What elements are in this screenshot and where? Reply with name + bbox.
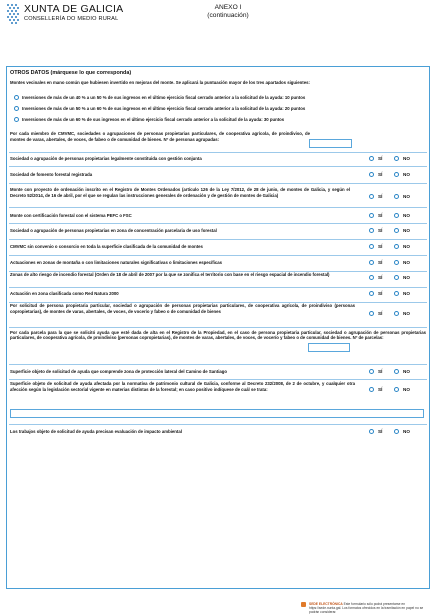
org-name: XUNTA DE GALICIA <box>24 3 124 15</box>
row-divider <box>9 327 427 328</box>
electronic-office-icon <box>301 602 306 607</box>
row-private-owner-no-label: NO <box>403 311 410 316</box>
row-certification-text: Monte con certificación forestal con el sistema PEFC o FSC <box>10 212 132 218</box>
row-cmvmc-yes-radio[interactable] <box>369 244 374 249</box>
santiago-no-label: NO <box>403 369 410 374</box>
environmental-yes-radio[interactable] <box>369 429 374 434</box>
heritage-yes-radio[interactable] <box>369 387 374 392</box>
environmental-yes-label: SÍ <box>378 429 383 434</box>
row-management-plan-yes-label: SÍ <box>378 194 383 199</box>
row-land-consolidation-no-radio[interactable] <box>394 228 399 233</box>
row-forest-society-no-label: NO <box>403 172 410 177</box>
row-land-consolidation-yes-radio[interactable] <box>369 228 374 233</box>
heritage-text: Superficie objeto de solicitud de ayuda afectada por la normativa de patrimonio cultural de Galicia, conforme al Decreto 232/2008, de 2 de octubre, y cualquier otra afección según la legislación sectorial vigente en materias distintas de la forestal; en caso positivo indíquese de cuál se trata: <box>10 381 355 392</box>
row-divider <box>9 424 427 425</box>
row-mountain-zones-no-label: NO <box>403 260 410 265</box>
row-legal-society-text: Sociedad o agrupación de personas propietarias legalmente constituida con gestión conjunta <box>10 155 202 161</box>
annex-title: ANEXO I <box>214 4 242 11</box>
row-fire-risk-text: Zonas de alto riesgo de incendio forestal (Orden de 18 de abril de 2007 por la que se zonifica el territorio con base en el riesgo espacial de incendio forestal) <box>10 272 330 277</box>
footer-notice <box>309 602 433 614</box>
row-cmvmc-yes-label: SÍ <box>378 244 383 249</box>
row-mountain-zones-yes-label: SÍ <box>378 260 383 265</box>
santiago-no-radio[interactable] <box>394 369 399 374</box>
footer-label: SEDE ELECTRÓNICA <box>309 602 343 606</box>
row-certification-no-label: NO <box>403 213 410 218</box>
investment-option-label-3: Inversiones de más de un 60 % de sus ingresos en el último ejercicio fiscal cerrado anterior a la solicitud de la ayuda: 30 puntos <box>22 116 285 122</box>
vecinales-intro: Montes vecinales en mano común que hubiesen invertido en mejoras del monte. Se aplicará la puntuación mayor de los tres apartados siguientes: <box>10 80 310 85</box>
row-fire-risk-yes-label: SÍ <box>378 275 383 280</box>
row-private-owner-text: Por solicitud de persona propietaria particular, sociedad o agrupación de personas propietarias particulares, de cooperativa agrícola, de proindiviso (personas copropietarias), de montes de varas, abertales, de voces, de vocerío y fabeo o de comunidad de bienes <box>10 303 355 314</box>
row-forest-society-yes-radio[interactable] <box>369 172 374 177</box>
row-legal-society-no-label: NO <box>403 156 410 161</box>
environmental-no-radio[interactable] <box>394 429 399 434</box>
row-certification-yes-label: SÍ <box>378 213 383 218</box>
row-fire-risk-no-label: NO <box>403 275 410 280</box>
row-forest-society-text: Sociedad de fomento forestal registrada <box>10 171 93 177</box>
row-cmvmc-text: CMVMC sin convenio o consorcio en toda la superficie clasificada de la comunidad de montes <box>10 243 203 249</box>
row-forest-society-no-radio[interactable] <box>394 172 399 177</box>
row-divider <box>9 166 427 167</box>
row-private-owner-yes-label: SÍ <box>378 311 383 316</box>
row-fire-risk-yes-radio[interactable] <box>369 275 374 280</box>
row-legal-society-yes-label: SÍ <box>378 156 383 161</box>
row-land-consolidation-yes-label: SÍ <box>378 228 383 233</box>
investment-option-label-1: Inversiones de más de un 40 % a un 50 % de sus ingresos en el último ejercicio fiscal cerrado anterior a la solicitud de la ayuda: 10 puntos <box>22 94 306 100</box>
environmental-text: Los trabajos objeto de solicitud de ayuda precisan evaluación de impacto ambiental <box>10 428 182 434</box>
row-mountain-zones-no-radio[interactable] <box>394 260 399 265</box>
section-title: OTROS DATOS (márquese lo que corresponda) <box>10 70 132 76</box>
row-natura-no-radio[interactable] <box>394 291 399 296</box>
row-divider <box>9 239 427 240</box>
members-text: Por cada miembro de CMVMC, sociedades o agrupaciones de personas propietarias particulares, de cooperativa agrícola, de proindiviso, de montes de varas, abertales, de voces, de fabeo o de comunidad de bienes. Nº de personas agrupadas: <box>10 131 310 142</box>
row-management-plan-no-label: NO <box>403 194 410 199</box>
row-divider <box>9 255 427 256</box>
row-divider <box>9 207 427 208</box>
santiago-yes-label: SÍ <box>378 369 383 374</box>
row-natura-yes-radio[interactable] <box>369 291 374 296</box>
row-private-owner-no-radio[interactable] <box>394 311 399 316</box>
row-mountain-zones-yes-radio[interactable] <box>369 260 374 265</box>
parcels-text: Por cada parcela para la que se solicitó ayuda que esté dada de alta en el Registro de la Propiedad, en el caso de persona propietaria particular, sociedad o agrupación de personas propietarias particulares, de cooperativa agrícola, de proindiviso (personas copropietarias), de montes de varas, abertales, de voces, de vocerío y fabeo o de comunidad de bienes. Nº de parcelas: <box>10 329 426 341</box>
row-land-consolidation-text: Sociedad o agrupación de personas propietarias en zona de concentración parcelaria de uso forestal <box>10 228 217 233</box>
heritage-detail-input[interactable] <box>10 409 424 418</box>
row-natura-text: Actuación en zona clasificada como Red Natura 2000 <box>10 291 119 296</box>
santiago-yes-radio[interactable] <box>369 369 374 374</box>
heritage-no-radio[interactable] <box>394 387 399 392</box>
row-divider <box>9 152 427 153</box>
row-divider <box>9 364 427 365</box>
environmental-no-label: NO <box>403 429 410 434</box>
footer-text: Este formulario sólo podrá presentarse en https://sede.xunta.gal. Los formatos ofrecidos en la tramitación en papel no se podrán considerar. <box>309 602 424 614</box>
row-management-plan-yes-radio[interactable] <box>369 194 374 199</box>
heritage-no-label: NO <box>403 387 410 392</box>
row-forest-society-yes-label: SÍ <box>378 172 383 177</box>
xunta-logo-icon <box>7 4 20 26</box>
row-cmvmc-no-label: NO <box>403 244 410 249</box>
row-certification-yes-radio[interactable] <box>369 213 374 218</box>
row-divider <box>9 183 427 184</box>
row-divider <box>9 379 427 380</box>
row-mountain-zones-text: Actuaciones en zonas de montaña o con limitaciones naturales significativas o limitaciones específicas <box>10 259 223 265</box>
row-management-plan-no-radio[interactable] <box>394 194 399 199</box>
row-private-owner-yes-radio[interactable] <box>369 311 374 316</box>
investment-option-radio-2[interactable] <box>14 106 19 111</box>
heritage-yes-label: SÍ <box>378 387 383 392</box>
investment-option-label-2: Inversiones de más de un 50 % a un 60 % de sus ingresos en el último ejercicio fiscal cerrado anterior a la solicitud de la ayuda: 20 puntos <box>22 105 306 111</box>
row-legal-society-no-radio[interactable] <box>394 156 399 161</box>
row-certification-no-radio[interactable] <box>394 213 399 218</box>
row-natura-yes-label: SÍ <box>378 291 383 296</box>
row-fire-risk-no-radio[interactable] <box>394 275 399 280</box>
row-land-consolidation-no-label: NO <box>403 228 410 233</box>
annex-continuation: (continuación) <box>207 12 249 19</box>
row-natura-no-label: NO <box>403 291 410 296</box>
investment-option-radio-3[interactable] <box>14 117 19 122</box>
parcels-count-input[interactable] <box>308 343 350 352</box>
row-management-plan-text: Monte con proyecto de ordenación inscrito en el Registro de Montes Ordenados (artículo 126 de la Ley 7/2012, de 28 de junio, de montes de Galicia, y según el Decreto 52/2014, de 16 de abril, por el que se regulan las instrucciones generales de ordenación y de gestión de montes de Galicia) <box>10 187 350 198</box>
row-divider <box>9 287 427 288</box>
investment-option-radio-1[interactable] <box>14 95 19 100</box>
row-divider <box>9 223 427 224</box>
row-legal-society-yes-radio[interactable] <box>369 156 374 161</box>
org-subtitle: CONSELLERÍA DO MEDIO RURAL <box>24 16 119 22</box>
santiago-text: Superficie objeto de solicitud de ayuda que comprende zona de protección lateral del Camino de Santiago <box>10 368 228 374</box>
annex-heading <box>180 4 276 20</box>
row-cmvmc-no-radio[interactable] <box>394 244 399 249</box>
members-count-input[interactable] <box>309 139 352 148</box>
